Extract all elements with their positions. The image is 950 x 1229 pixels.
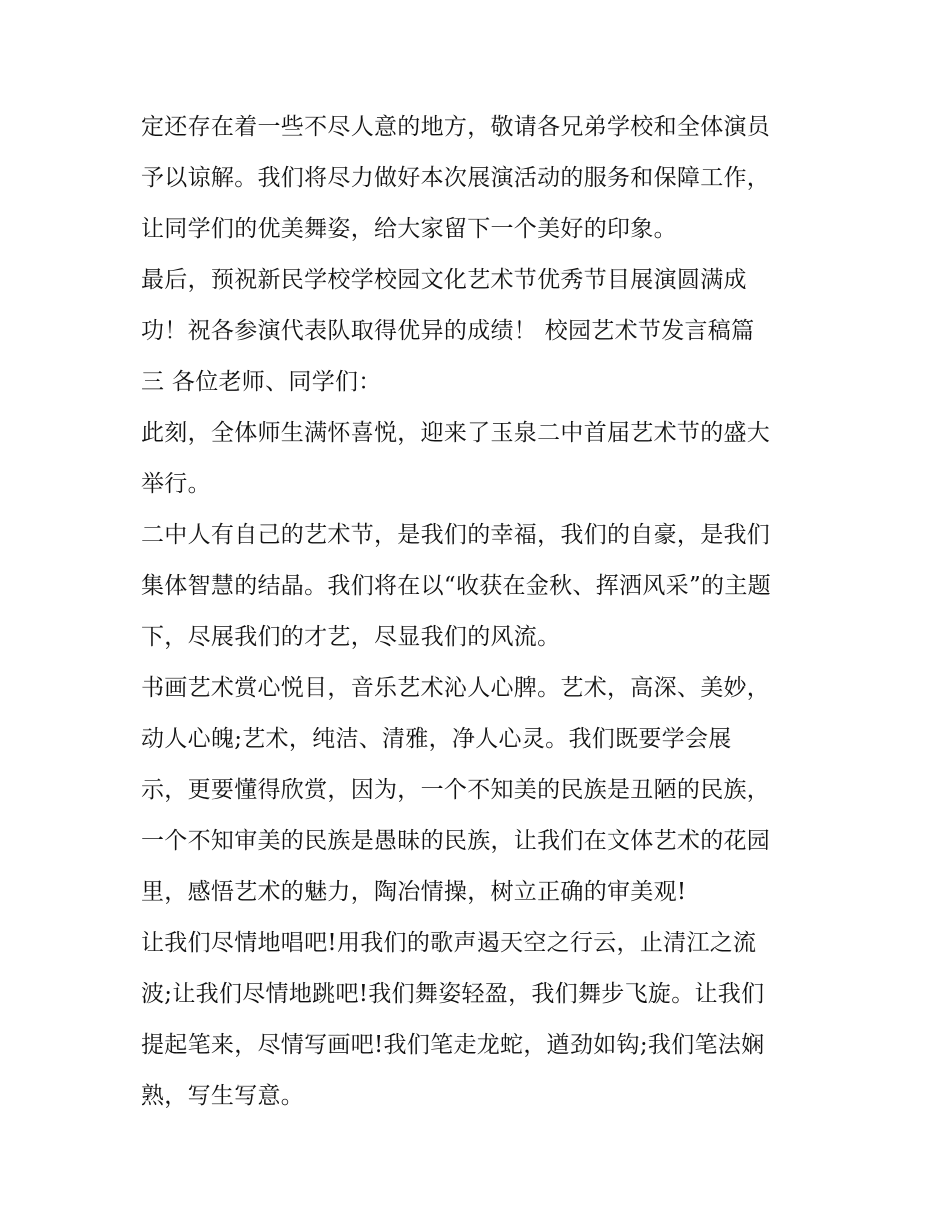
text-line: 此刻，全体师生满怀喜悦，迎来了玉泉二中首届艺术节的盛大 bbox=[141, 420, 771, 446]
text-line: 动人心魄;艺术，纯洁、清雅，净人心灵。我们既要学会展 bbox=[141, 726, 732, 752]
text-line: 功！祝各参演代表队取得优异的成绩！ 校园艺术节发言稿篇 bbox=[141, 318, 755, 344]
text-line: 让我们尽情地唱吧!用我们的歌声遏天空之行云，止清江之流 bbox=[141, 930, 757, 956]
text-line: 三 各位老师、同学们： bbox=[141, 369, 382, 395]
text-line: 下，尽展我们的才艺，尽显我们的风流。 bbox=[141, 624, 561, 650]
document-body bbox=[141, 102, 821, 1122]
text-line: 熟，写生写意。 bbox=[141, 1083, 305, 1109]
text-line: 举行。 bbox=[141, 471, 211, 497]
text-line: 予以谅解。我们将尽力做好本次展演活动的服务和保障工作， bbox=[141, 165, 771, 191]
text-line: 书画艺术赏心悦目，音乐艺术沁人心脾。艺术，高深、美妙， bbox=[141, 675, 771, 701]
text-line: 一个不知审美的民族是愚昧的民族，让我们在文体艺术的花园 bbox=[141, 828, 771, 854]
text-line: 提起笔来，尽情写画吧!我们笔走龙蛇，遒劲如钩;我们笔法娴 bbox=[141, 1032, 765, 1058]
text-line: 波;让我们尽情地跳吧!我们舞姿轻盈，我们舞步飞旋。让我们 bbox=[141, 981, 765, 1007]
text-line: 里，感悟艺术的魅力，陶冶情操，树立正确的审美观! bbox=[141, 879, 687, 905]
text-line: 让同学们的优美舞姿，给大家留下一个美好的印象。 bbox=[141, 216, 677, 242]
text-line: 定还存在着一些不尽人意的地方，敬请各兄弟学校和全体演员 bbox=[141, 114, 771, 140]
text-line: 示，更要懂得欣赏，因为，一个不知美的民族是丑陋的民族， bbox=[141, 777, 771, 803]
text-line: 集体智慧的结晶。我们将在以“收获在金秋、挥洒风采”的主题 bbox=[141, 573, 771, 599]
text-line: 最后，预祝新民学校学校园文化艺术节优秀节目展演圆满成 bbox=[141, 267, 747, 293]
text-line: 二中人有自己的艺术节，是我们的幸福，我们的自豪，是我们 bbox=[141, 522, 771, 548]
